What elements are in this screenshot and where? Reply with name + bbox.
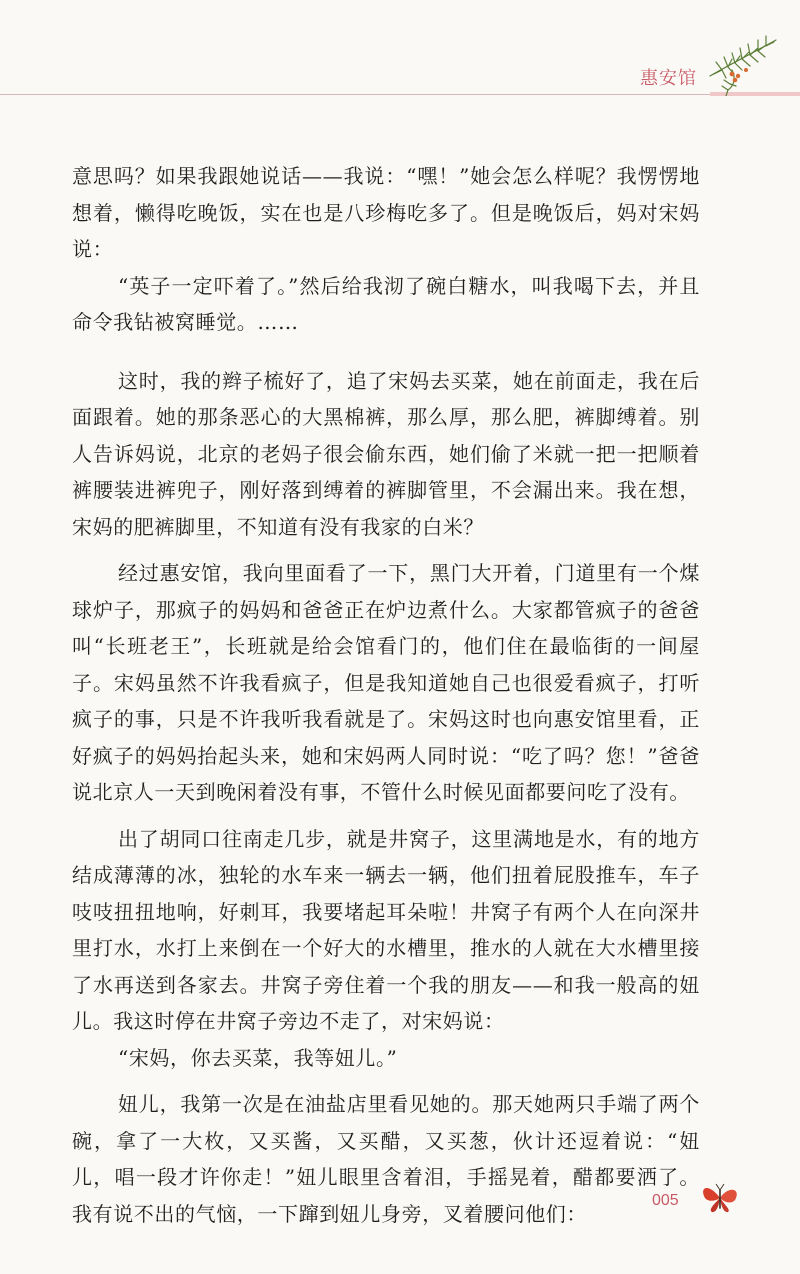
header-rule <box>0 94 800 95</box>
paragraph: 这时，我的辫子梳好了，追了宋妈去买菜，她在前面走，我在后面跟着。她的那条恶心的大黑棉裤，那么厚，那么肥，裤脚缚着。别人告诉妈说，北京的老妈子很会偷东西，她们偷了米就一把一把顺着裤腰装进裤兜子，刚好落到缚着的裤脚管里，不会漏出来。我在想，宋妈的肥裤脚里，不知道有没有我家的白米？ <box>72 368 700 539</box>
paragraph: 经过惠安馆，我向里面看了一下，黑门大开着，门道里有一个煤球炉子，那疯子的妈妈和爸爸正在炉边煮什么。大家都管疯子的爸爸叫“长班老王”，长班就是给会馆看门的，他们住在最临街的一间屋子。宋妈虽然不许我看疯子，但是我知道她自己也很爱看疯子，打听疯子的事，只是不许我听我看就是了。宋妈这时也向惠安馆里看，正好疯子的妈妈抬起头来，她和宋妈两人同时说：“吃了吗？您！”爸爸说北京人一天到晚闲着没有事，不管什么时候见面都要问吃了没有。 <box>72 561 700 804</box>
paragraph-dialogue: “宋妈，你去买菜，我等妞儿。” <box>118 1045 398 1070</box>
page-footer <box>0 1180 800 1240</box>
paragraph-dialogue: “英子一定吓着了。”然后给我沏了碗白糖水，叫我喝下去，并且命令我钻被窝睡觉。…… <box>72 273 700 334</box>
pine-branch-icon <box>702 26 782 96</box>
paragraph: 妞儿，我第一次是在油盐店里看见她的。那天她两只手端了两个碗，拿了一大枚，又买酱，又买醋，又买葱，伙计还逗着说：“妞儿，唱一段才许你走！”妞儿眼里含着泪，手摇晃着，醋都要洒了。我有说不出的气恼，一下蹿到妞儿身旁，叉着腰问他们： <box>72 1092 700 1226</box>
page-header <box>0 0 800 110</box>
butterfly-icon <box>698 1180 744 1216</box>
page-body-text <box>72 158 700 1232</box>
paragraph-continuation: 意思吗？如果我跟她说话——我说：“嘿！”她会怎么样呢？我愣愣地想着，懒得吃晚饭，实在也是八珍梅吃多了。但是晚饭后，妈对宋妈说： <box>72 164 700 261</box>
page-number: 005 <box>652 1192 679 1209</box>
paragraph: 出了胡同口往南走几步，就是井窝子，这里满地是水，有的地方结成薄薄的冰，独轮的水车来一辆去一辆，他们扭着屁股推车，车子吱吱扭扭地响，好刺耳，我要堵起耳朵啦！井窝子有两个人在向深井里打水，水打上来倒在一个好大的水槽里，推水的人就在大水槽里接了水再送到各家去。井窝子旁住着一个我的朋友——和我一般高的妞儿。我这时停在井窝子旁边不走了，对宋妈说： <box>72 826 700 1033</box>
section-title: 惠安馆 <box>640 68 697 89</box>
